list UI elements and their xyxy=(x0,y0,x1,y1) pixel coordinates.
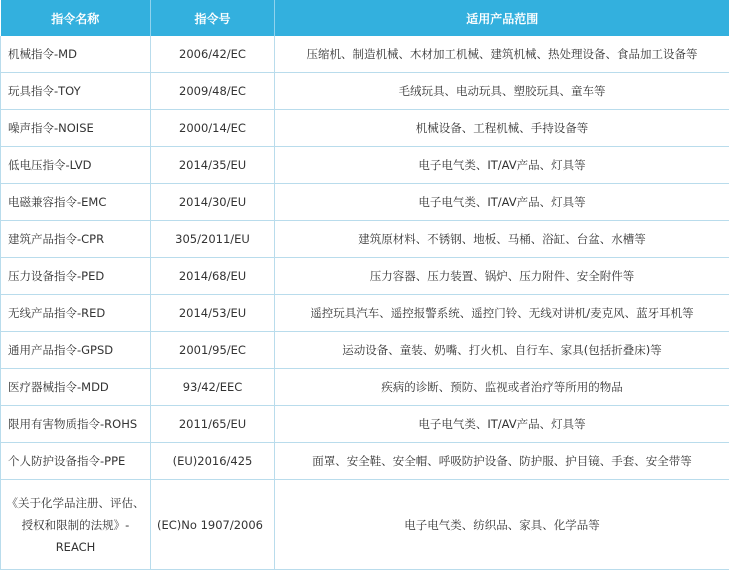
table-row xyxy=(1,406,729,443)
table-row xyxy=(1,369,729,406)
product-scope-cell: 电子电气类、纺织品、家具、化学品等 xyxy=(275,480,729,570)
directive-number-cell: (EC)No 1907/2006 xyxy=(151,480,275,570)
product-scope-cell: 电子电气类、IT/AV产品、灯具等 xyxy=(275,147,729,184)
table-row xyxy=(1,36,729,73)
product-scope-cell: 建筑原材料、不锈钢、地板、马桶、浴缸、台盆、水槽等 xyxy=(275,221,729,258)
directive-name-cell: 医疗器械指令-MDD xyxy=(1,369,151,406)
directive-number-cell: 2001/95/EC xyxy=(151,332,275,369)
table-row xyxy=(1,147,729,184)
directive-name-cell: 个人防护设备指令-PPE xyxy=(1,443,151,480)
directive-name-cell: 电磁兼容指令-EMC xyxy=(1,184,151,221)
product-scope-cell: 遥控玩具汽车、遥控报警系统、遥控门铃、无线对讲机/麦克风、蓝牙耳机等 xyxy=(275,295,729,332)
directive-name-cell: 通用产品指令-GPSD xyxy=(1,332,151,369)
directive-number-cell: 2014/35/EU xyxy=(151,147,275,184)
table-row xyxy=(1,221,729,258)
directive-name-cell: 无线产品指令-RED xyxy=(1,295,151,332)
header-row xyxy=(1,0,729,36)
table-header xyxy=(1,0,729,36)
product-scope-cell: 疾病的诊断、预防、监视或者治疗等所用的物品 xyxy=(275,369,729,406)
header-directive-name: 指令名称 xyxy=(1,0,151,36)
table-row xyxy=(1,295,729,332)
directive-number-cell: 2014/68/EU xyxy=(151,258,275,295)
directive-number-cell: 2006/42/EC xyxy=(151,36,275,73)
product-scope-cell: 面罩、安全鞋、安全帽、呼吸防护设备、防护服、护目镜、手套、安全带等 xyxy=(275,443,729,480)
directive-name-cell: 压力设备指令-PED xyxy=(1,258,151,295)
product-scope-cell: 压力容器、压力装置、锅炉、压力附件、安全附件等 xyxy=(275,258,729,295)
directive-number-cell: 305/2011/EU xyxy=(151,221,275,258)
table-row xyxy=(1,443,729,480)
header-directive-number: 指令号 xyxy=(151,0,275,36)
product-scope-cell: 毛绒玩具、电动玩具、塑胶玩具、童车等 xyxy=(275,73,729,110)
directive-number-cell: 2011/65/EU xyxy=(151,406,275,443)
directive-number-cell: 2014/30/EU xyxy=(151,184,275,221)
directive-name-cell: 机械指令-MD xyxy=(1,36,151,73)
directive-number-cell: 2009/48/EC xyxy=(151,73,275,110)
table-row xyxy=(1,332,729,369)
product-scope-cell: 电子电气类、IT/AV产品、灯具等 xyxy=(275,406,729,443)
directive-name-cell: 建筑产品指令-CPR xyxy=(1,221,151,258)
product-scope-cell: 机械设备、工程机械、手持设备等 xyxy=(275,110,729,147)
directive-name-cell: 噪声指令-NOISE xyxy=(1,110,151,147)
directive-name-cell: 玩具指令-TOY xyxy=(1,73,151,110)
product-scope-cell: 电子电气类、IT/AV产品、灯具等 xyxy=(275,184,729,221)
table-row xyxy=(1,258,729,295)
directive-name-cell: 低电压指令-LVD xyxy=(1,147,151,184)
table-row xyxy=(1,110,729,147)
header-product-scope: 适用产品范围 xyxy=(275,0,729,36)
product-scope-cell: 压缩机、制造机械、木材加工机械、建筑机械、热处理设备、食品加工设备等 xyxy=(275,36,729,73)
product-scope-cell: 运动设备、童装、奶嘴、打火机、自行车、家具(包括折叠床)等 xyxy=(275,332,729,369)
directive-number-cell: 2000/14/EC xyxy=(151,110,275,147)
table-row xyxy=(1,480,729,570)
table-row xyxy=(1,184,729,221)
directive-name-cell: 《关于化学品注册、评估、授权和限制的法规》-REACH xyxy=(1,480,151,570)
directive-number-cell: 93/42/EEC xyxy=(151,369,275,406)
table-body xyxy=(1,36,729,570)
table-row xyxy=(1,73,729,110)
directive-name-cell: 限用有害物质指令-ROHS xyxy=(1,406,151,443)
directive-number-cell: (EU)2016/425 xyxy=(151,443,275,480)
directive-number-cell: 2014/53/EU xyxy=(151,295,275,332)
